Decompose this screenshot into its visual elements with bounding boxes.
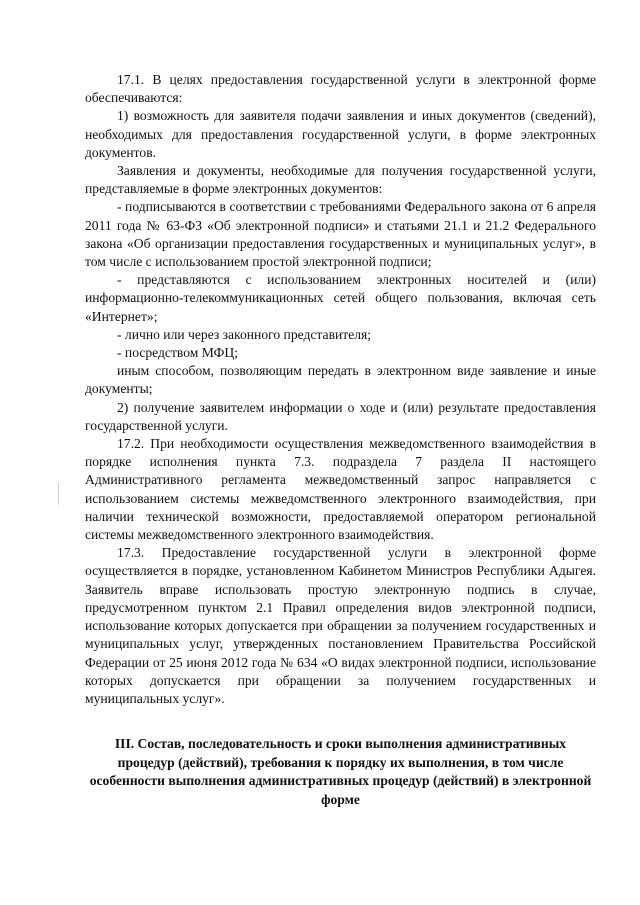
paragraph-17-2: 17.2. При необходимости осуществления межведомственного взаимодействия в порядке исполнения пункта 7.3. подраздела 7 раздела II настоящего Административного регламента межведомственный запрос направляется с использованием системы межведомственного электронного взаимодействия, при наличии технической возможности, предоставляемой оператором региональной системы межведомственного электронного взаимодействия. (85, 436, 596, 543)
paragraph-personally: - лично или через законного представителя; (117, 326, 372, 342)
section-heading: III. Состав, последовательность и сроки выполнения административных процедур (действий), требования к порядку их выполнения, в том числе особенности выполнения административных процедур (действий) в электронной форме (89, 736, 592, 807)
paragraph-mfc: - посредством МФЦ; (117, 345, 239, 361)
margin-mark (58, 483, 59, 505)
paragraph-submitted: - представляются с использованием электронных носителей и (или) информационно-телекоммуникационных сетей общего пользования, включая сеть «Интернет»; (85, 272, 596, 324)
paragraph-documents-intro: Заявления и документы, необходимые для получения государственной услуги, представляемые в форме электронных документов: (85, 163, 596, 197)
paragraph-17-3: 17.3. Предоставление государственной услуги в электронной форме осуществляется в порядке, установленном Кабинетом Министров Республики Адыгея. Заявитель вправе использовать простую электронную подпись в случае, предусмотренном пунктом 2.1 Правил определения видов электронной подписи, использование которых допускается при обращении за получением государственных и муниципальных услуг, утвержденных постановлением Правительства Российской Федерации от 25 июня 2012 года № 634 «О видах электронной подписи, использование которых допускается при обращении за получением государственных и муниципальных услуг». (85, 545, 596, 706)
paragraph-other-way: иным способом, позволяющим передать в электронном виде заявление и иные документы; (85, 363, 596, 397)
paragraph-item-1: 1) возможность для заявителя подачи заявления и иных документов (сведений), необходимых для предоставления государственной услуги, в форме электронных документов. (85, 108, 596, 160)
paragraph-signed: - подписываются в соответствии с требованиями Федерального закона от 6 апреля 2011 года № 63-ФЗ «Об электронной подписи» и статьями 21.1 и 21.2 Федерального закона «Об организации предоставления государственных и муниципальных услуг», в том числе с использованием простой электронной подписи; (85, 199, 596, 270)
paragraph-item-2: 2) получение заявителем информации о ходе и (или) результате предоставления государственной услуги. (85, 399, 596, 433)
paragraph-17-1: 17.1. В целях предоставления государственной услуги в электронной форме обеспечиваются: (85, 72, 596, 106)
